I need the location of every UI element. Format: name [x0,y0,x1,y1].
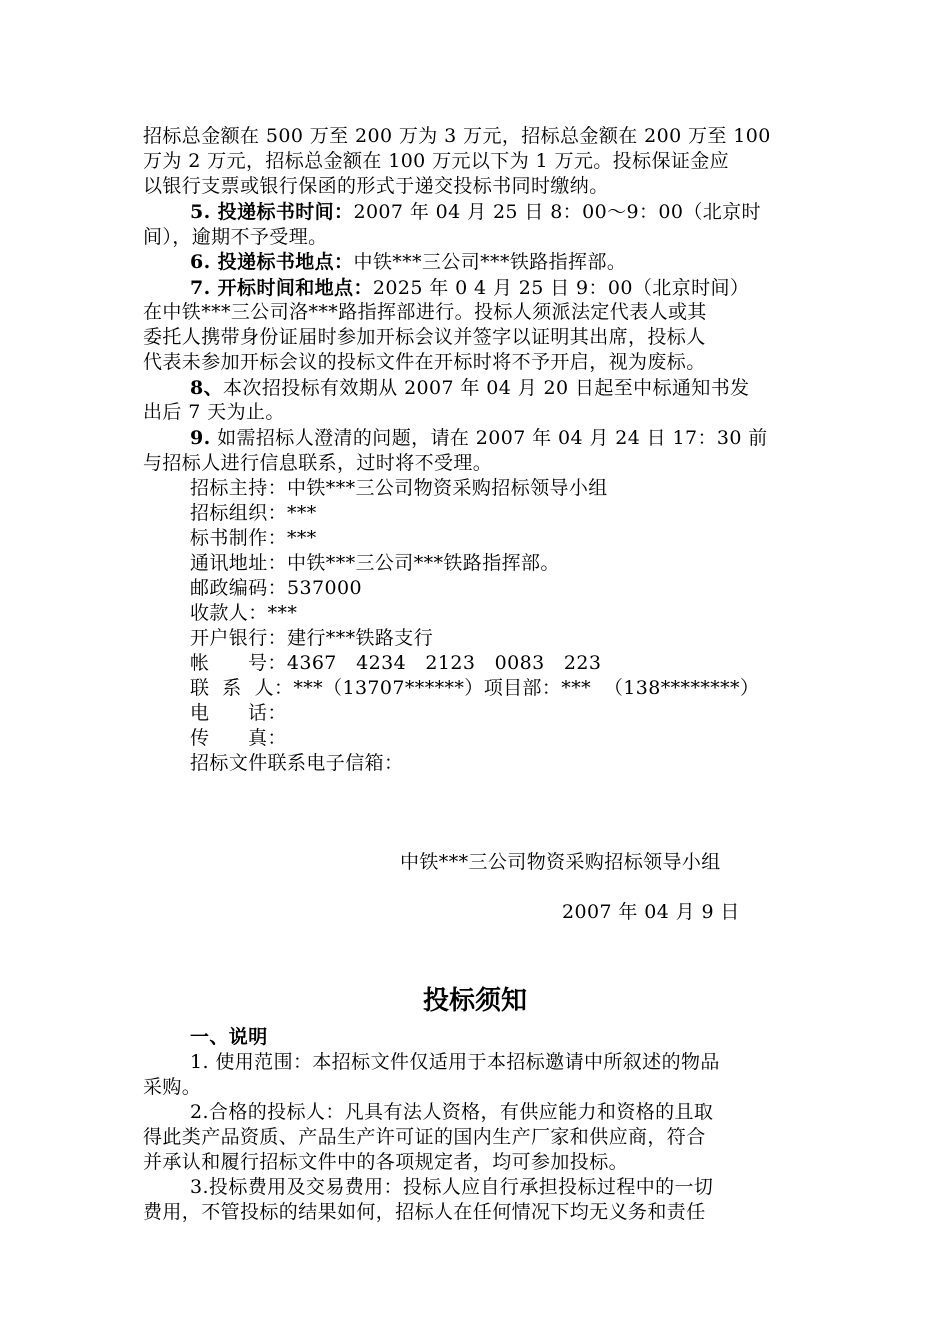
text-line: 采购。 [143,1076,202,1098]
item-5-label: 5. 投递标书时间： [190,201,354,223]
section-heading: 一、说明 [190,1026,268,1048]
text-line: 1. 使用范围：本招标文件仅适用于本招标邀请中所叙述的物品 [190,1051,720,1073]
contact-producer: 标书制作：*** [190,527,317,549]
item-8-label: 8、 [190,377,224,399]
signature-date: 2007 年 04 月 9 日 [562,901,740,923]
item-9-label: 9. [190,427,211,449]
contact-payee: 收款人：*** [190,602,298,624]
text-line: 间），逾期不予受理。 [143,226,328,248]
item-6-text: 中铁***三公司***铁路指挥部。 [353,251,627,273]
item-6-label: 6. 投递标书地点： [190,251,354,273]
text-line: 2.合格的投标人：凡具有法人资格，有供应能力和资格的且取 [190,1101,714,1123]
item-9 [190,426,810,450]
contact-fax: 传 真： [190,727,287,749]
text-line: 委托人携带身份证届时参加开标会议并签字以证明其出席，投标人 [143,326,706,348]
item-7-label: 7. 开标时间和地点： [190,277,373,299]
text-line: 出后 7 天为止。 [143,401,285,423]
item-5-text: 2007 年 04 月 25 日 8：00～9：00（北京时 [353,201,761,223]
signature-org: 中铁***三公司物资采购招标领导小组 [400,851,721,873]
text-line: 3.投标费用及交易费用：投标人应自行承担投标过程中的一切 [190,1176,714,1198]
contact-bank: 开户银行：建行***铁路支行 [190,627,434,649]
contact-person: 联 系 人：***（13707******）项目部：*** （138********） [190,677,760,699]
text-line: 代表未参加开标会议的投标文件在开标时将不予开启，视为废标。 [143,351,706,373]
item-8 [190,376,810,400]
contact-address: 通讯地址：中铁***三公司***铁路指挥部。 [190,552,560,574]
text-line: 在中铁***三公司洛***路指挥部进行。投标人须派法定代表人或其 [143,301,707,323]
item-8-text: 本次招投标有效期从 2007 年 04 月 20 日起至中标通知书发 [223,377,750,399]
text-line: 费用，不管投标的结果如何，招标人在任何情况下均无义务和责任 [143,1201,706,1223]
text-line: 并承认和履行招标文件中的各项规定者，均可参加投标。 [143,1151,629,1173]
text-line: 得此类产品资质、产品生产许可证的国内生产厂家和供应商，符合 [143,1126,706,1148]
contact-host: 招标主持：中铁***三公司物资采购招标领导小组 [190,477,608,499]
item-7 [190,276,810,300]
notice-title: 投标须知 [422,986,527,1016]
item-7-text: 2025 年 0 4 月 25 日 9：00（北京时间） [372,277,750,299]
item-9-text: 如需招标人澄清的问题，请在 2007 年 04 月 24 日 17：30 前 [217,427,768,449]
item-5 [190,200,810,224]
text-line: 万为 2 万元，招标总金额在 100 万元以下为 1 万元。投标保证金应 [143,150,730,172]
text-line: 以银行支票或银行保函的形式于递交投标书同时缴纳。 [143,175,609,197]
contact-email: 招标文件联系电子信箱： [190,752,404,774]
text-line: 招标总金额在 500 万至 200 万为 3 万元，招标总金额在 200 万至 100 [143,125,771,147]
contact-phone: 电 话： [190,702,287,724]
contact-postcode: 邮政编码：537000 [190,577,362,599]
contact-account: 帐 号：4367 4234 2123 0083 223 [190,652,602,674]
text-line: 与招标人进行信息联系，过时将不受理。 [143,452,493,474]
contact-organizer: 招标组织：*** [190,502,317,524]
item-6 [190,250,810,274]
